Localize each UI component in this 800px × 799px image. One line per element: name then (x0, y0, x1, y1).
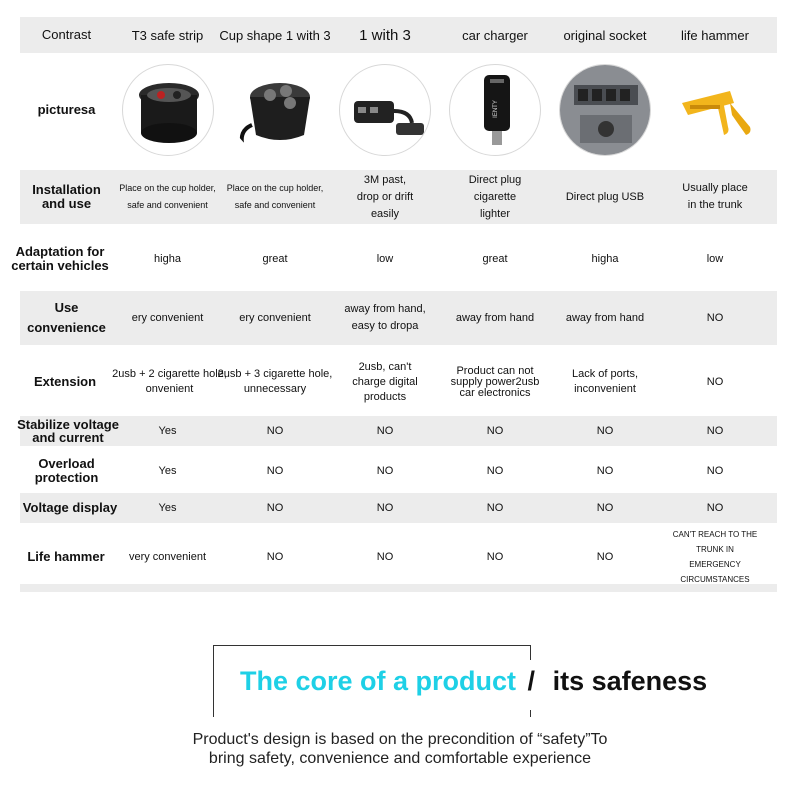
table-cell: NO (486, 501, 504, 514)
pictures-label: picturesa (37, 102, 96, 117)
row-label: Life hammer (27, 549, 105, 564)
table-cell: NO (596, 501, 614, 514)
car-charger-cell (440, 60, 550, 160)
slogan-heading (240, 666, 707, 697)
table-cell: NO (266, 550, 284, 563)
table-cell: NO (486, 550, 504, 563)
table-cell: higha (591, 252, 619, 265)
one-with-three-cell (330, 60, 440, 160)
table-cell: NO (596, 424, 614, 437)
description-line-1: Product's design is based on the precondition of “safety”To (192, 731, 608, 748)
row-life-hammer (20, 530, 777, 584)
original-socket-image (559, 64, 651, 156)
svg-text:IENTY: IENTY (493, 100, 499, 118)
description-line-2: bring safety, convenience and comfortable experience (208, 750, 592, 767)
table-cell: NO (706, 311, 724, 324)
header-t3: T3 safe strip (131, 27, 204, 43)
pictures-row (20, 60, 777, 160)
header-original-socket: original socket (563, 27, 647, 43)
table-cell: 2usb + 2 cigarette hole, onvenient (112, 368, 227, 395)
table-cell: Product can not supply power2usb car electronics (450, 364, 540, 399)
slogan-part-one: The core of a product (240, 666, 517, 696)
table-cell: NO (706, 464, 724, 477)
table-cell: ery convenient (239, 311, 311, 324)
table-cell: great (262, 252, 288, 265)
table-cell: Yes (158, 424, 177, 437)
header-contrast: Contrast (41, 27, 92, 42)
car-charger-image (449, 64, 541, 156)
row-installation (20, 170, 777, 224)
table-cell: CAN'T REACH TO THE TRUNK IN EMERGENCY CIRCUMSTANCES (672, 530, 758, 584)
table-cell: NO (706, 424, 724, 437)
table-cell: NO (706, 501, 724, 514)
row-extension (20, 356, 777, 408)
table-cell: away from hand (565, 311, 645, 324)
table-cell: Usually place in the trunk (682, 182, 748, 211)
table-cell: ery convenient (131, 311, 204, 324)
slogan-part-two: its safeness (552, 666, 708, 696)
table-cell: NO (376, 550, 394, 563)
table-cell: Place on the cup holder, safe and convenient (226, 183, 324, 210)
header-one-with-three: 1 with 3 (359, 26, 411, 44)
table-cell: Yes (158, 501, 177, 514)
row-label: Voltage display (22, 500, 118, 515)
table-cell: NO (486, 424, 504, 437)
table-cell: Place on the cup holder, safe and convenient (119, 183, 216, 210)
table-cell: away from hand (455, 311, 535, 324)
table-cell: higha (154, 252, 181, 265)
row-use-convenience (20, 291, 777, 345)
one-with-three-image (339, 64, 431, 156)
table-cell: away from hand, easy to dropa (344, 303, 426, 332)
row-overload (20, 455, 777, 487)
row-label: Adaptation for certain vehicles (11, 244, 109, 273)
header-cup: Cup shape 1 with 3 (219, 27, 331, 43)
original-socket-cell (550, 60, 660, 160)
table-cell: NO (596, 464, 614, 477)
table-cell: Direct plug USB (565, 190, 645, 203)
table-cell: Direct plug cigarette lighter (468, 173, 522, 220)
table-cell: NO (596, 550, 614, 563)
life-hammer-image (669, 64, 761, 156)
table-cell: NO (266, 501, 284, 514)
table-cell: NO (266, 464, 284, 477)
header-car-charger: car charger (462, 27, 528, 43)
header-life-hammer: life hammer (681, 27, 749, 43)
table-cell: great (482, 252, 508, 265)
row-stabilize (17, 416, 777, 446)
table-cell: very convenient (128, 550, 207, 563)
table-cell: Yes (158, 464, 177, 477)
table-footer-band (20, 584, 777, 592)
table-cell: Lack of ports, inconvenient (571, 368, 639, 395)
table-cell: NO (376, 464, 394, 477)
row-adaptation (11, 236, 777, 282)
table-cell: low (706, 252, 724, 265)
table-cell: 3M past, drop or drift easily (356, 173, 414, 220)
table-cell: NO (266, 424, 284, 437)
description (0, 730, 800, 768)
table-cell: NO (376, 424, 394, 437)
table-cell: NO (706, 375, 724, 388)
table-cell: 2usb, can't charge digital products (352, 360, 418, 403)
row-label: Installation and use (32, 182, 101, 211)
cup-shape-image (229, 64, 321, 156)
table-cell: NO (486, 464, 504, 477)
table-cell: NO (376, 501, 394, 514)
row-label: Extension (33, 374, 97, 389)
row-voltage-display (20, 493, 777, 523)
table-cell: 2usb + 3 cigarette hole, unnecessary (217, 368, 333, 395)
row-label: Overload protection (34, 456, 99, 485)
life-hammer-cell (660, 60, 770, 160)
slogan-separator: / (527, 666, 536, 696)
row-label: Stabilize voltage and current (17, 417, 119, 445)
t3-safe-strip-image (122, 64, 214, 156)
table-cell: low (376, 252, 394, 265)
header-row (20, 17, 777, 53)
cup-cell (215, 60, 335, 160)
row-label: Use convenience (27, 300, 106, 335)
t3-cell (105, 60, 230, 160)
